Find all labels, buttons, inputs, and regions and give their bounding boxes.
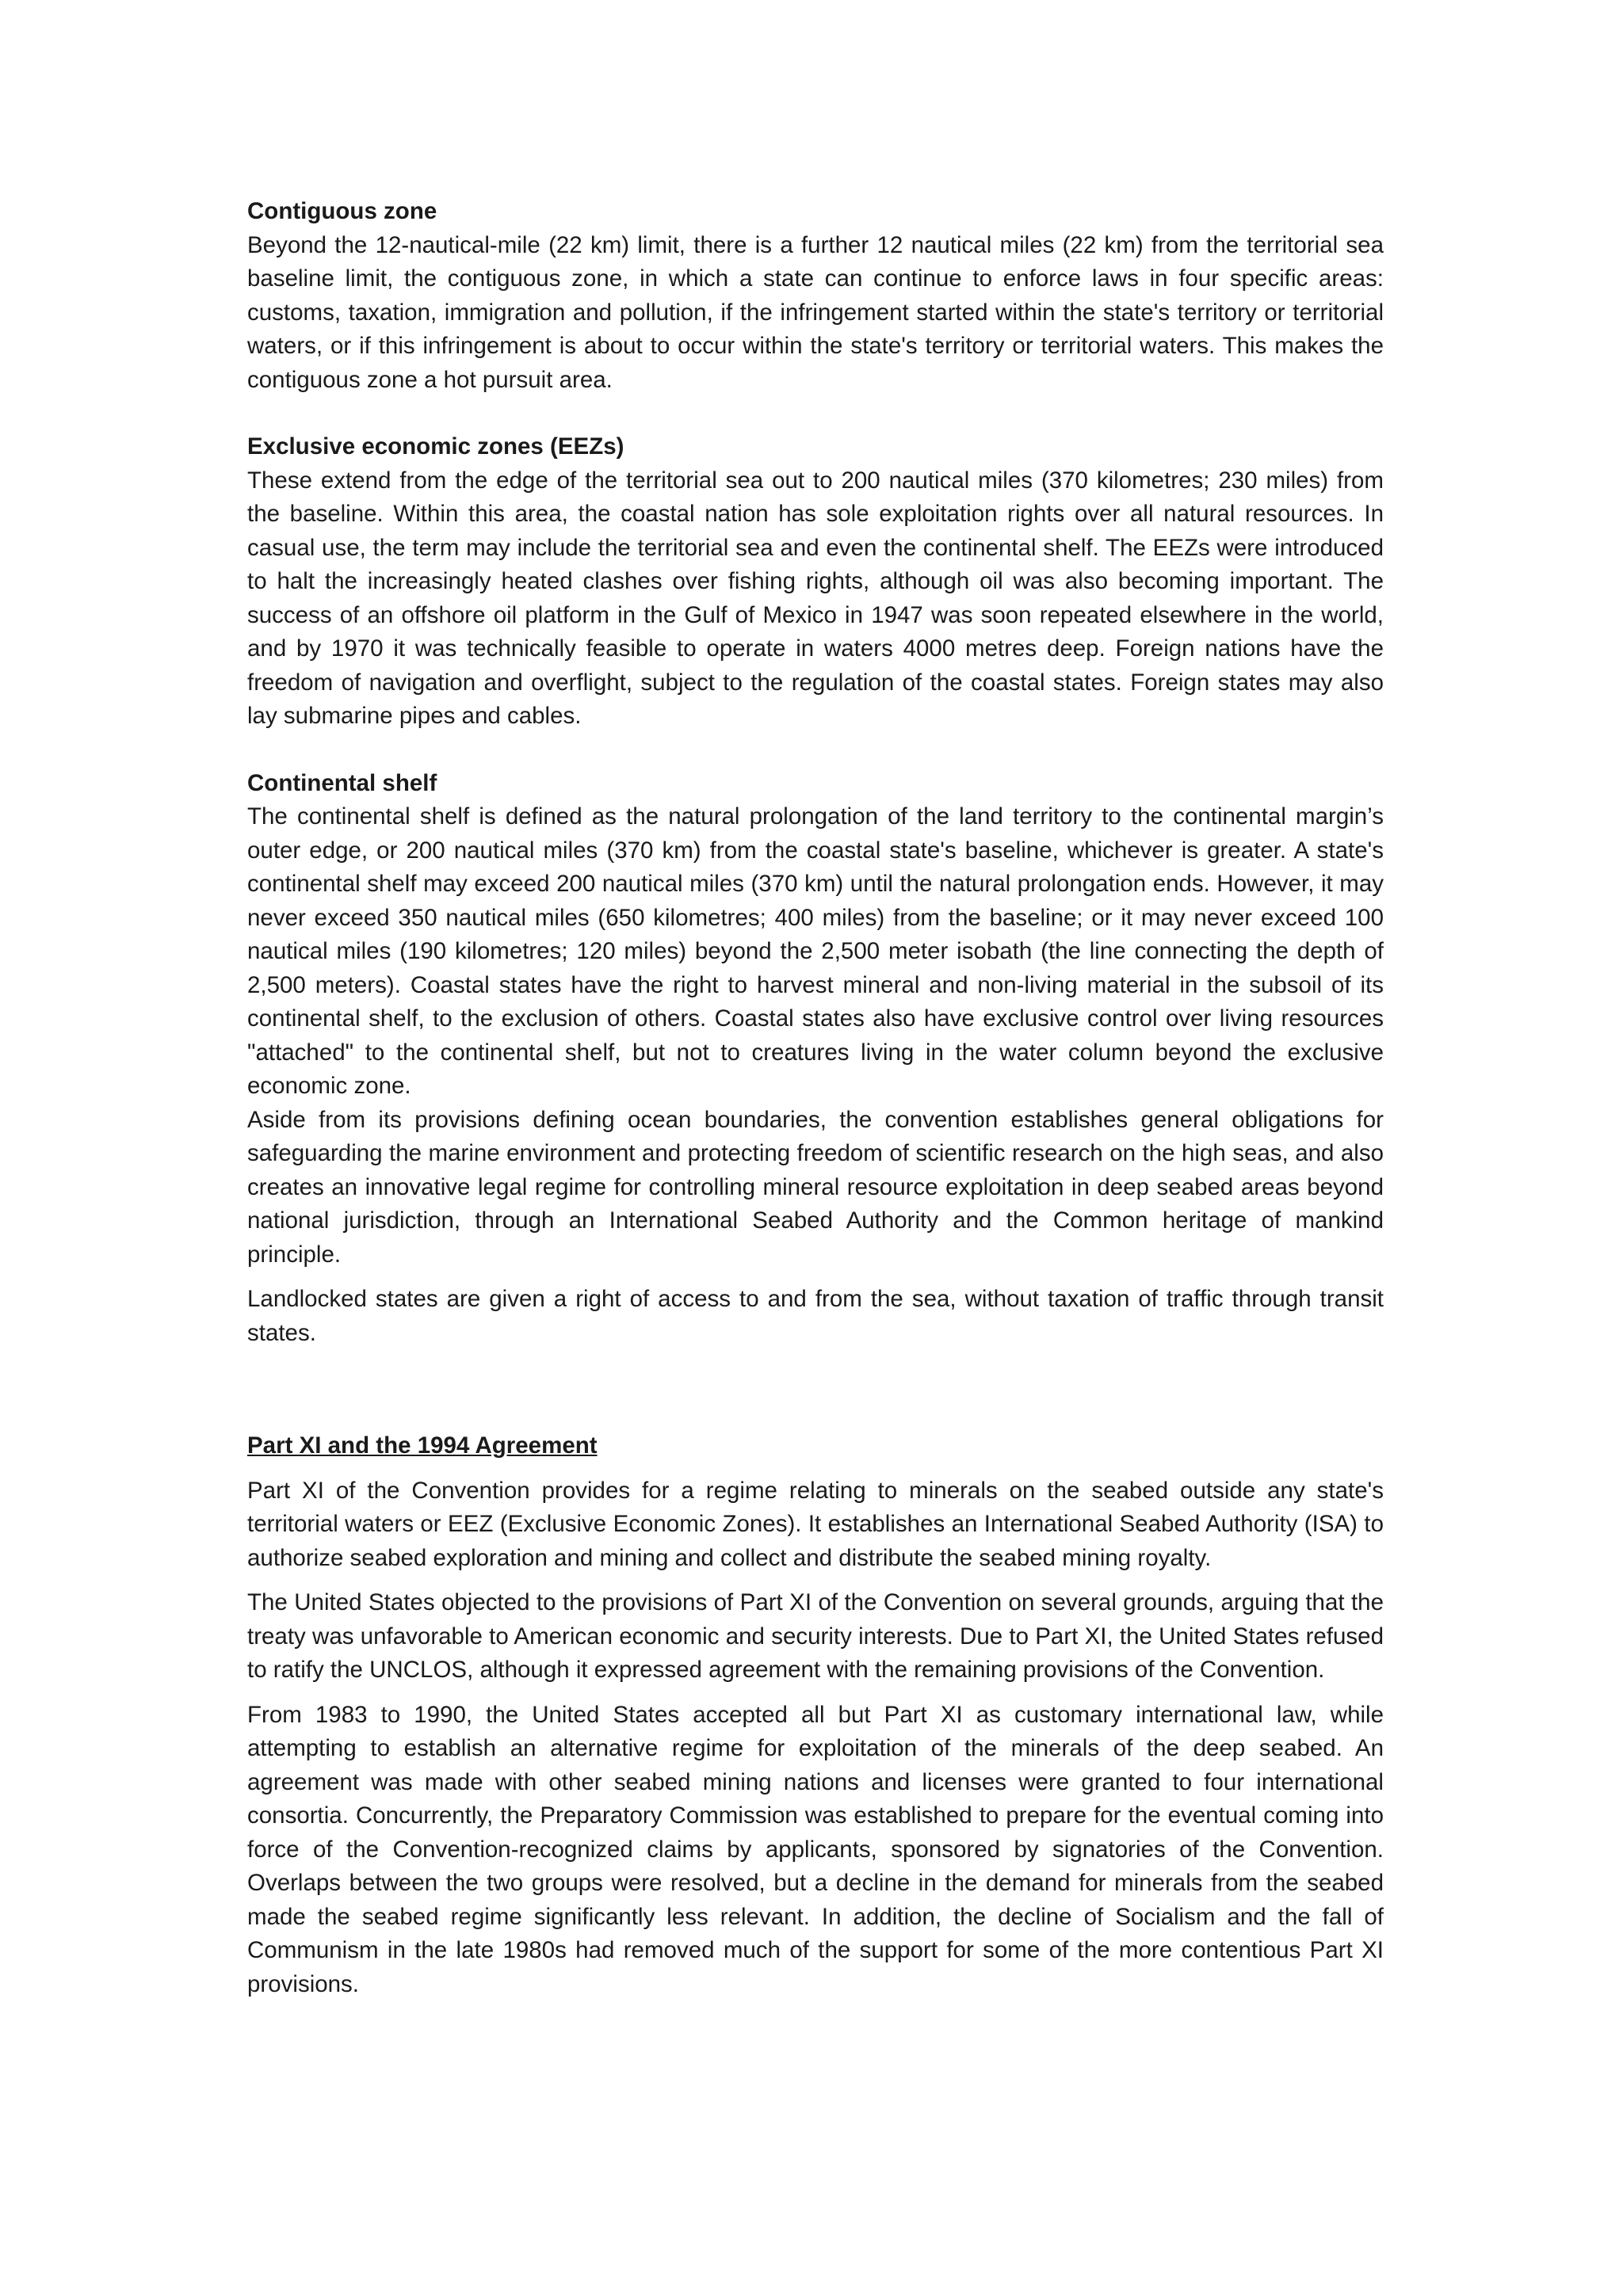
paragraph: Aside from its provisions defining ocean boundaries, the convention establishes general obligations for safeguarding the marine environment and protecting freedom of scientific research on the high seas, and also creates an innovative legal regime for controlling mineral resource exploitation in deep seabed areas beyond national jurisdiction, through an International Seabed Authority and the Common heritage of mankind principle. (247, 1106, 1384, 1268)
section-eez (247, 430, 1384, 734)
paragraph: Part XI of the Convention provides for a regime relating to minerals on the seabed outside any state's territorial waters or EEZ (Exclusive Economic Zones). It establishes an International Seabed Authority (ISA) to authorize seabed exploration and mining and collect and distribute the seabed mining royalty. (247, 1477, 1384, 1571)
document-page (247, 195, 1384, 2001)
paragraph: Landlocked states are given a right of access to and from the sea, without taxation of traffic through transit states. (247, 1286, 1384, 1346)
paragraph: These extend from the edge of the territorial sea out to 200 nautical miles (370 kilometres; 230 miles) from the baseline. Within this area, the coastal nation has sole exploitation rights over all natural resources. In casual use, the term may include the territorial sea and even the continental shelf. The EEZs were introduced to halt the increasingly heated clashes over fishing rights, although oil was also becoming important. The success of an offshore oil platform in the Gulf of Mexico in 1947 was soon repeated elsewhere in the world, and by 1970 it was technically feasible to operate in waters 4000 metres deep. Foreign nations have the freedom of navigation and overflight, subject to the regulation of the coastal states. Foreign states may also lay submarine pipes and cables. (247, 467, 1384, 729)
section-heading: Continental shelf (247, 769, 437, 796)
paragraph: The continental shelf is defined as the natural prolongation of the land territory to the continental margin’s outer edge, or 200 nautical miles (370 km) from the coastal state's baseline, whichever is greater. A state's continental shelf may exceed 200 nautical miles (370 km) until the natural prolongation ends. However, it may never exceed 350 nautical miles (650 kilometres; 400 miles) from the baseline; or it may never exceed 100 nautical miles (190 kilometres; 120 miles) beyond the 2,500 meter isobath (the line connecting the depth of 2,500 meters). Coastal states have the right to harvest mineral and non-living material in the subsoil of its continental shelf, to the exclusion of others. Coastal states also have exclusive control over living resources "attached" to the continental shelf, but not to creatures living in the water column beyond the exclusive economic zone. (247, 803, 1384, 1099)
section-heading: Contiguous zone (247, 198, 437, 224)
section-heading: Part XI and the 1994 Agreement (247, 1432, 598, 1459)
section-part-xi (247, 1429, 1384, 2001)
paragraph: From 1983 to 1990, the United States accepted all but Part XI as customary international law, while attempting to establish an alternative regime for exploitation of the minerals of the deep seabed. An agreement was made with other seabed mining nations and licenses were granted to four international consortia. Concurrently, the Preparatory Commission was established to prepare for the eventual coming into force of the Convention-recognized claims by applicants, sponsored by signatories of the Convention. Overlaps between the two groups were resolved, but a decline in the demand for minerals from the seabed made the seabed regime significantly less relevant. In addition, the decline of Socialism and the fall of Communism in the late 1980s had removed much of the support for some of the more contentious Part XI provisions. (247, 1701, 1384, 1997)
section-continental-shelf (247, 767, 1384, 1351)
paragraph: The United States objected to the provisions of Part XI of the Convention on several grounds, arguing that the treaty was unfavorable to American economic and security interests. Due to Part XI, the United States refused to ratify the UNCLOS, although it expressed agreement with the remaining provisions of the Convention. (247, 1589, 1384, 1683)
paragraph: Beyond the 12-nautical-mile (22 km) limit, there is a further 12 nautical miles (22 km) from the territorial sea baseline limit, the contiguous zone, in which a state can continue to enforce laws in four specific areas: customs, taxation, immigration and pollution, if the infringement started within the state's territory or territorial waters, or if this infringement is about to occur within the state's territory or territorial waters. This makes the contiguous zone a hot pursuit area. (247, 231, 1384, 393)
section-contiguous-zone (247, 195, 1384, 397)
section-heading: Exclusive economic zones (EEZs) (247, 433, 624, 460)
